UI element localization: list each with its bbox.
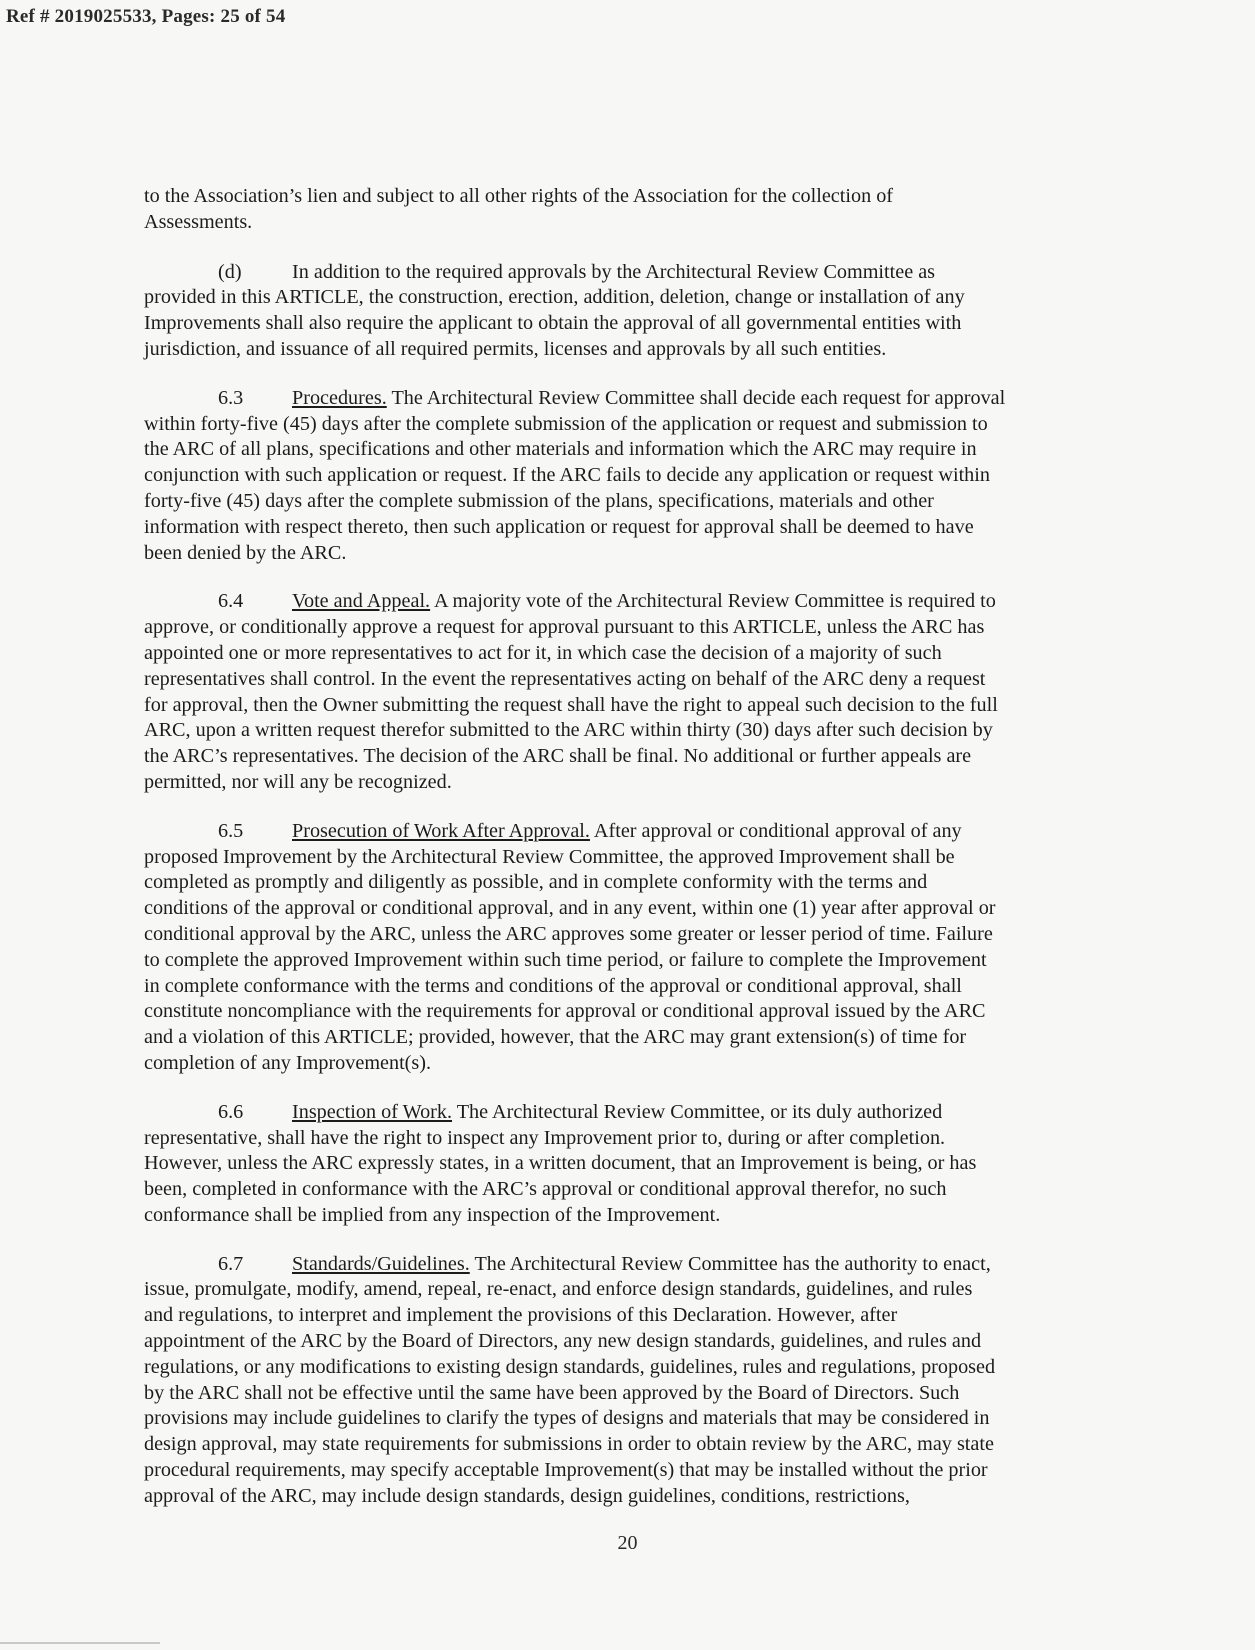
- text-line: proposed Improvement by the Architectural Review Committee, the approved Improvement shall be: [144, 845, 955, 868]
- text-line: conformance shall be implied from any inspection of the Improvement.: [144, 1203, 721, 1226]
- paragraph-number: (d): [218, 260, 242, 283]
- text-line: Assessments.: [144, 210, 253, 233]
- paragraph-d: [144, 260, 1099, 363]
- text-line: constitute noncompliance with the requirements for approval or conditional approval issued by the ARC: [144, 1000, 986, 1023]
- text-line: provisions may include guidelines to clarify the types of designs and materials that may be considered in: [144, 1407, 990, 1430]
- section-6-6: [144, 1100, 1099, 1229]
- text-line: within forty-five (45) days after the complete submission of the application or request and submission to: [144, 412, 988, 435]
- section-heading: Inspection of Work.: [292, 1100, 453, 1123]
- text-line: procedural requirements, may specify acceptable Improvement(s) that may be installed without the prior: [144, 1459, 988, 1482]
- section-heading: Vote and Appeal.: [292, 590, 431, 613]
- text-line: conditions of the approval or conditional approval, and in any event, within one (1) year after approval or: [144, 897, 996, 920]
- text-line: for approval, then the Owner submitting the request shall have the right to appeal such decision to the full: [144, 693, 998, 716]
- text-line: appointment of the ARC by the Board of Directors, any new design standards, guidelines, and rules and: [144, 1330, 982, 1353]
- paragraph-first-text: In addition to the required approvals by the Architectural Review Committee as: [292, 260, 936, 283]
- text-line: forty-five (45) days after the complete submission of the plans, specifications, materials and other: [144, 489, 934, 512]
- text-line: completion of any Improvement(s).: [144, 1051, 432, 1074]
- text-line: information with respect thereto, then such application or request for approval shall be deemed to have: [144, 515, 974, 538]
- text-line: [144, 589, 1099, 615]
- text-line: conditional approval by the ARC, unless the ARC approves some greater or lesser period of time. Failure: [144, 922, 993, 945]
- text-line: representatives shall control. In the event the representatives acting on behalf of the ARC deny a request: [144, 667, 986, 690]
- text-line: [144, 386, 1099, 412]
- paragraph-continuation: [144, 184, 1099, 236]
- text-line: design approval, may state requirements for submissions in order to obtain review by the ARC, may state: [144, 1433, 994, 1456]
- paragraph-first-text: A majority vote of the Architectural Review Committee is required to: [434, 590, 996, 613]
- section-number: 6.6: [218, 1100, 244, 1123]
- text-line: [144, 819, 1099, 845]
- text-line: the ARC of all plans, specifications and other materials and information which the ARC may require in: [144, 438, 977, 461]
- text-line: conjunction with such application or request. If the ARC fails to decide any application or request within: [144, 464, 990, 487]
- text-line: to complete the approved Improvement within such time period, or failure to complete the Improvement: [144, 948, 987, 971]
- section-6-3: [144, 386, 1099, 567]
- paragraph-first-text: After approval or conditional approval of any: [593, 819, 962, 842]
- text-line: by the ARC shall not be effective until the same have been approved by the Board of Directors. Such: [144, 1381, 960, 1404]
- section-number: 6.5: [218, 819, 244, 842]
- text-line: [144, 260, 1099, 286]
- text-line: been, completed in conformance with the ARC’s approval or conditional approval therefor, no such: [144, 1178, 947, 1201]
- text-line: regulations, or any modifications to existing design standards, guidelines, rules and regulations, proposed: [144, 1355, 996, 1378]
- text-line: ARC, upon a written request therefor submitted to the ARC within thirty (30) days after such decision by: [144, 719, 993, 742]
- document-body: [144, 184, 1099, 1532]
- section-number: 6.3: [218, 386, 244, 409]
- text-line: approval of the ARC, may include design standards, design guidelines, conditions, restrictions,: [144, 1484, 910, 1507]
- text-line: representative, shall have the right to inspect any Improvement prior to, during or after completion.: [144, 1126, 946, 1149]
- text-line: appointed one or more representatives to act for it, in which case the decision of a majority of such: [144, 641, 942, 664]
- section-number: 6.4: [218, 590, 244, 613]
- text-line: Improvements shall also require the applicant to obtain the approval of all governmental entities with: [144, 312, 962, 335]
- paragraph-first-text: The Architectural Review Committee has the authority to enact,: [474, 1252, 991, 1275]
- text-line: completed as promptly and diligently as possible, and in complete conformity with the terms and: [144, 871, 928, 894]
- text-line: provided in this ARTICLE, the construction, erection, addition, deletion, change or installation of any: [144, 286, 965, 309]
- text-line: [144, 1252, 1099, 1278]
- text-line: approve, or conditionally approve a request for approval pursuant to this ARTICLE, unless the ARC has: [144, 616, 985, 639]
- text-line: the ARC’s representatives. The decision of the ARC shall be final. No additional or further appeals are: [144, 745, 972, 768]
- page-number: 20: [617, 1532, 638, 1554]
- section-6-4: [144, 589, 1099, 795]
- paragraph-first-text: The Architectural Review Committee, or its duly authorized: [456, 1100, 943, 1123]
- section-6-7: [144, 1252, 1099, 1510]
- text-line: [144, 1100, 1099, 1126]
- text-line: However, unless the ARC expressly states, in a written document, that an Improvement is being, or has: [144, 1152, 977, 1175]
- section-heading: Standards/Guidelines.: [292, 1252, 470, 1275]
- text-line: jurisdiction, and issuance of all required permits, licenses and approvals by all such entities.: [144, 337, 887, 360]
- paragraph-first-text: The Architectural Review Committee shall decide each request for approval: [391, 386, 1006, 409]
- section-heading: Procedures.: [292, 386, 387, 409]
- section-number: 6.7: [218, 1252, 244, 1275]
- reference-header: Ref # 2019025533, Pages: 25 of 54: [6, 6, 286, 27]
- section-heading: Prosecution of Work After Approval.: [292, 819, 590, 842]
- text-line: and regulations, to interpret and implement the provisions of this Declaration. However, after: [144, 1304, 898, 1327]
- text-line: and a violation of this ARTICLE; provided, however, that the ARC may grant extension(s) of time for: [144, 1026, 967, 1049]
- scan-edge-line: [0, 1642, 160, 1644]
- text-line: permitted, nor will any be recognized.: [144, 770, 452, 793]
- text-line: been denied by the ARC.: [144, 541, 347, 564]
- text-line: issue, promulgate, modify, amend, repeal, re-enact, and enforce design standards, guidelines, and rules: [144, 1278, 973, 1301]
- text-line: to the Association’s lien and subject to all other rights of the Association for the collection of: [144, 185, 894, 207]
- section-6-5: [144, 819, 1099, 1077]
- text-line: in complete conformance with the terms and conditions of the approval or conditional approval, shall: [144, 974, 962, 997]
